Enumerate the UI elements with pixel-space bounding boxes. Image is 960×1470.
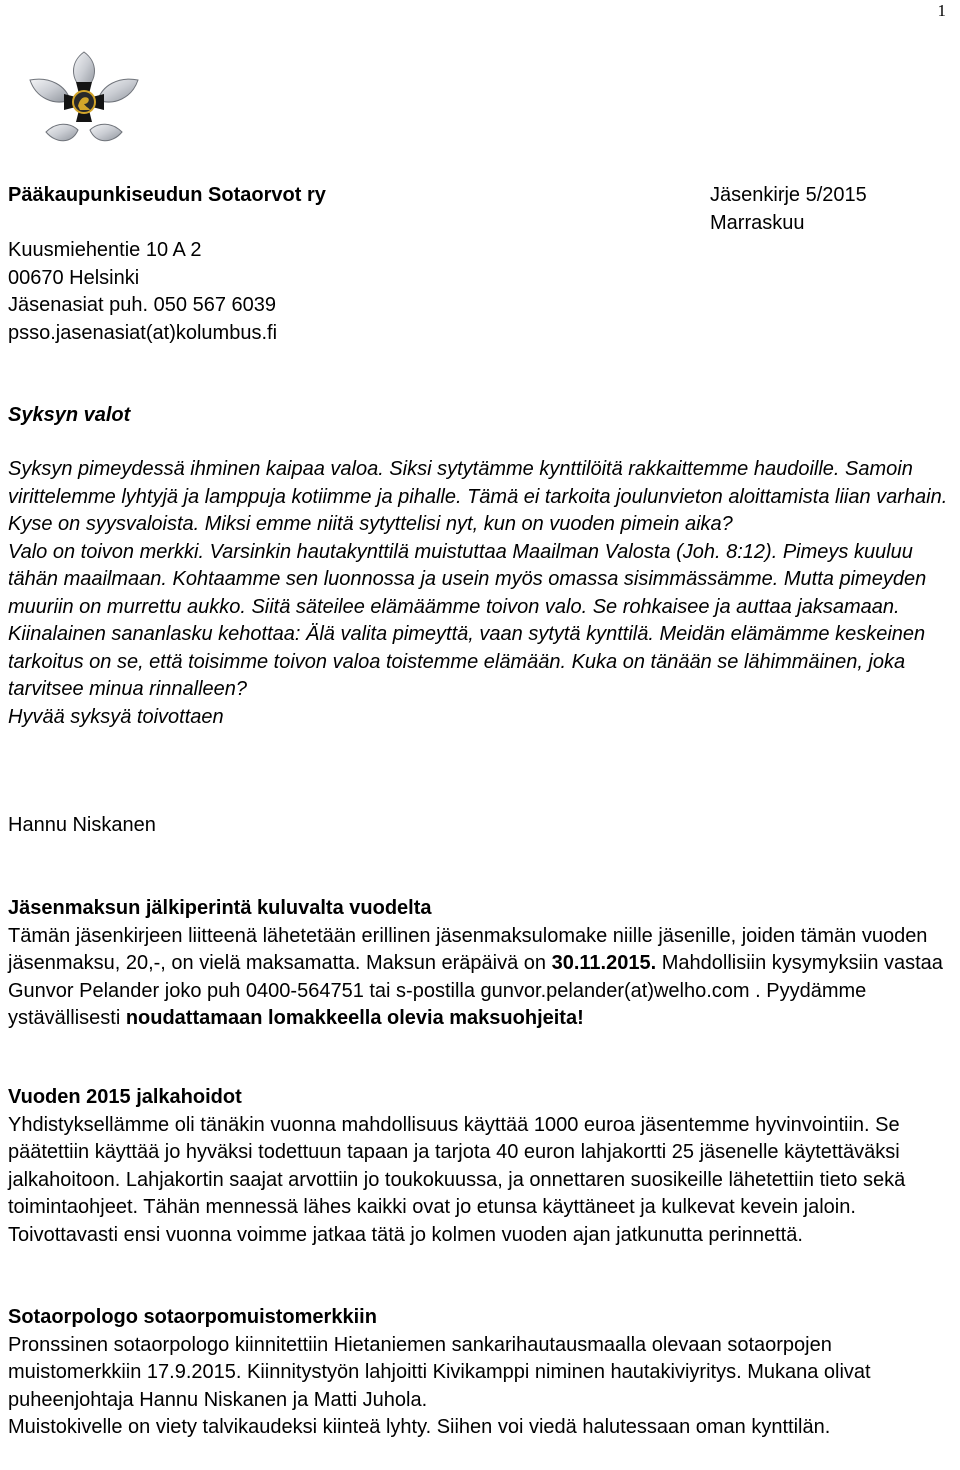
intro-title: Syksyn valot — [8, 404, 131, 426]
intro-paragraph: Syksyn pimeydessä ihminen kaipaa valoa. Siksi sytytämme kynttilöitä rakkaittemme haudoille. Samoin virittelemme lyhtyjä ja lamppuja kotiimme ja pihalle. Tämä ei tarkoita joulunvieton aloittamista liian varhain. Kyse on syysvaloista. Miksi emme niitä sytyttelisi nyt, kun on vuoden pimein aika? — [8, 458, 948, 535]
address-street: Kuusmiehentie 10 A 2 — [8, 239, 202, 261]
intro-paragraph: Kiinalainen sananlasku kehottaa: Älä valita pimeyttä, vaan sytytä kynttilä. Meidän elämämme keskeinen tarkoitus on se, että toisimme toivon valoa toistemme elämään. Kuka on tänään se lähimmäinen, joka tarvitsee minua rinnalleen? — [8, 623, 926, 700]
organization-logo — [26, 50, 142, 150]
page-number: 1 — [937, 1, 946, 20]
section-title: Sotaorpologo sotaorpomuistomerkkiin — [8, 1306, 377, 1328]
section-title: Jäsenmaksun jälkiperintä kuluvalta vuodelta — [8, 897, 432, 919]
issue-info — [710, 182, 940, 237]
issue-number: Jäsenkirje 5/2015 — [710, 184, 867, 206]
fee-text-continued: Mahdollisiin kysymyksiin vastaa Gunvor Pelander joko puh 0400-564751 tai s-postilla gunvor.pelander(at)welho.com . Pyydämme ystävällisesti — [8, 952, 943, 1029]
section-paragraph: Yhdistyksellämme oli tänäkin vuonna mahdollisuus käyttää 1000 euroa jäsentemme hyvinvointiin. Se päätettiin käyttää jo hyväksi todettuun tapaan ja tarjota 40 euron lahjakortti 25 jäsenelle käytettäväksi jalkahoitoon. Lahjakortin saajat arvottiin jo toukokuussa, ja onnettaren suosikeille lähetettiin tieto sekä toimintaohjeet. Tähän mennessä lähes kaikki ovat jo etunsa käyttäneet ja kulkevat kevein jaloin. — [8, 1113, 906, 1218]
section-title: Vuoden 2015 jalkahoidot — [8, 1086, 242, 1108]
issue-month: Marraskuu — [710, 211, 805, 234]
payment-instructions-emphasis: noudattamaan lomakkeella olevia maksuohjeita! — [125, 1007, 584, 1029]
intro-closing: Hyvää syksyä toivottaen — [8, 705, 224, 728]
address-phone: Jäsenasiat puh. 050 567 6039 — [8, 294, 276, 316]
contact-address — [8, 237, 277, 347]
memorial-section — [8, 1304, 953, 1442]
section-paragraph — [8, 923, 953, 1033]
organization-name: Pääkaupunkiseudun Sotaorvot ry — [8, 184, 326, 206]
address-city: 00670 Helsinki — [8, 266, 140, 289]
intro-paragraph: Valo on toivon merkki. Varsinkin hautakynttilä muistuttaa Maailman Valosta (Joh. 8:12). Pimeys kuuluu tähän maailmaan. Kohtaamme sen luonnossa ja usein myös omassa sisimmässämme. Mutta pimeyden muuriin on murrettu aukko. Siitä säteilee elämäämme toivon valo. Se rohkaisee ja auttaa jaksamaan. — [8, 540, 927, 618]
signature: Hannu Niskanen — [8, 814, 156, 836]
foot-care-section — [8, 1084, 953, 1249]
address-email: psso.jasenasiat(at)kolumbus.fi — [8, 321, 278, 344]
section-paragraph: Toivottavasti ensi vuonna voimme jatkaa tätä jo kolmen vuoden ajan jatkunutta perinnettä. — [8, 1223, 803, 1246]
membership-fee-section — [8, 895, 953, 1033]
intro-text — [8, 456, 953, 731]
fee-text: Tämän jäsenkirjeen liitteenä lähetetään erillinen jäsenmaksulomake niille jäsenille, joiden tämän vuoden jäsenmaksu, 20,-, on vielä maksamatta. Maksun eräpäivä on — [8, 924, 928, 974]
section-paragraph: Muistokivelle on viety talvikaudeksi kiinteä lyhty. Siihen voi viedä halutessaan oman kynttilän. — [8, 1416, 831, 1438]
due-date: 30.11.2015. — [551, 952, 657, 974]
section-paragraph: Pronssinen sotaorpologo kiinnitettiin Hietaniemen sankarihautausmaalla olevaan sotaorpojen muistomerkkiin 17.9.2015. Kiinnitystyön lahjoitti Kivikamppi niminen hautakiviyritys. Mukana olivat puheenjohtaja Hannu Niskanen ja Matti Juhola. — [8, 1333, 871, 1411]
